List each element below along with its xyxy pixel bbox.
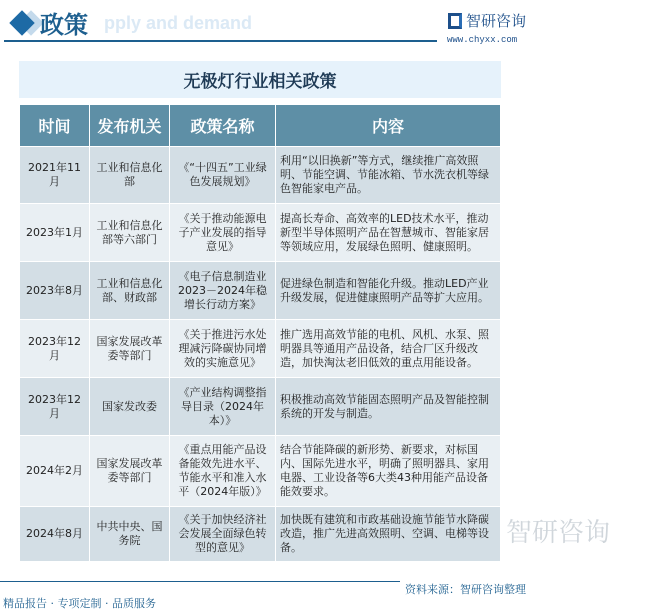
cell-policy-name: 《关于加快经济社会发展全面绿色转型的意见》 xyxy=(170,507,276,562)
table-row xyxy=(20,507,501,562)
table-row xyxy=(20,320,501,378)
header-divider xyxy=(4,40,437,42)
brand-logo xyxy=(448,10,526,31)
table-row xyxy=(20,436,501,507)
cell-agency: 国家发展改革委等部门 xyxy=(90,320,170,378)
cell-agency: 中共中央、国务院 xyxy=(90,507,170,562)
table-title: 无极灯行业相关政策 xyxy=(19,61,501,98)
cell-policy-name: 《重点用能产品设备能效先进水平、节能水平和准入水平（2024年版）》 xyxy=(170,436,276,507)
table-header-row xyxy=(20,105,501,147)
cell-time: 2023年8月 xyxy=(20,262,90,320)
logo-url: www.chyxx.com xyxy=(447,35,518,45)
column-header-policy-name: 政策名称 xyxy=(170,105,276,147)
logo-text: 智研咨询 xyxy=(466,12,527,30)
cell-content: 促进绿色制造和智能化升级。推动LED产业升级发展，促进健康照明产品等扩大应用。 xyxy=(276,262,501,320)
cell-content: 加快既有建筑和市政基础设施节能节水降碳改造，推广先进高效照明、空调、电梯等设备。 xyxy=(276,507,501,562)
cell-time: 2023年1月 xyxy=(20,204,90,262)
table-row xyxy=(20,262,501,320)
column-header-agency: 发布机关 xyxy=(90,105,170,147)
policy-table xyxy=(19,104,501,562)
table-row xyxy=(20,378,501,436)
column-header-time: 时间 xyxy=(20,105,90,147)
cell-policy-name: 《产业结构调整指导目录（2024年本）》 xyxy=(170,378,276,436)
cell-time: 2021年11月 xyxy=(20,147,90,204)
cell-policy-name: 《“十四五”工业绿色发展规划》 xyxy=(170,147,276,204)
footer-divider xyxy=(0,581,400,582)
watermark: 智研咨询 xyxy=(506,518,611,548)
cell-content: 提高长寿命、高效率的LED技术水平，推动新型半导体照明产品在智慧城市、智能家居等领域应用，发展绿色照明、健康照明。 xyxy=(276,204,501,262)
source-note: 资料来源：智研咨询整理 xyxy=(405,583,526,596)
header-ghost-text: pply and demand xyxy=(104,13,253,33)
table-row xyxy=(20,147,501,204)
cell-time: 2023年12月 xyxy=(20,378,90,436)
cell-agency: 工业和信息化部 xyxy=(90,147,170,204)
cell-content: 结合节能降碳的新形势、新要求，对标国内、国际先进水平，明确了照明器具、家用电器、工业设备等6大类43种用能产品设备能效要求。 xyxy=(276,436,501,507)
cell-agency: 工业和信息化部、财政部 xyxy=(90,262,170,320)
cell-agency: 国家发改委 xyxy=(90,378,170,436)
column-header-content: 内容 xyxy=(276,105,501,147)
footer-tagline: 精品报告 · 专项定制 · 品质服务 xyxy=(3,597,156,610)
cell-content: 推广选用高效节能的电机、风机、水泵、照明器具等通用产品设备，结合厂区升级改造，加快淘汰老旧低效的重点用能设备。 xyxy=(276,320,501,378)
cell-policy-name: 《关于推进污水处理减污降碳协同增效的实施意见》 xyxy=(170,320,276,378)
cell-policy-name: 《关于推动能源电子产业发展的指导意见》 xyxy=(170,204,276,262)
cell-time: 2024年8月 xyxy=(20,507,90,562)
cell-agency: 国家发展改革委等部门 xyxy=(90,436,170,507)
cell-agency: 工业和信息化部等六部门 xyxy=(90,204,170,262)
cell-content: 积极推动高效节能固态照明产品及智能控制系统的开发与制造。 xyxy=(276,378,501,436)
cell-time: 2023年12月 xyxy=(20,320,90,378)
cell-content: 利用“以旧换新”等方式，继续推广高效照明、节能空调、节能冰箱、节水洗衣机等绿色智能家电产品。 xyxy=(276,147,501,204)
cell-time: 2024年2月 xyxy=(20,436,90,507)
logo-mark-icon xyxy=(448,13,462,29)
section-title: 政策 xyxy=(40,10,88,39)
table-row xyxy=(20,204,501,262)
cell-policy-name: 《电子信息制造业2023－2024年稳增长行动方案》 xyxy=(170,262,276,320)
